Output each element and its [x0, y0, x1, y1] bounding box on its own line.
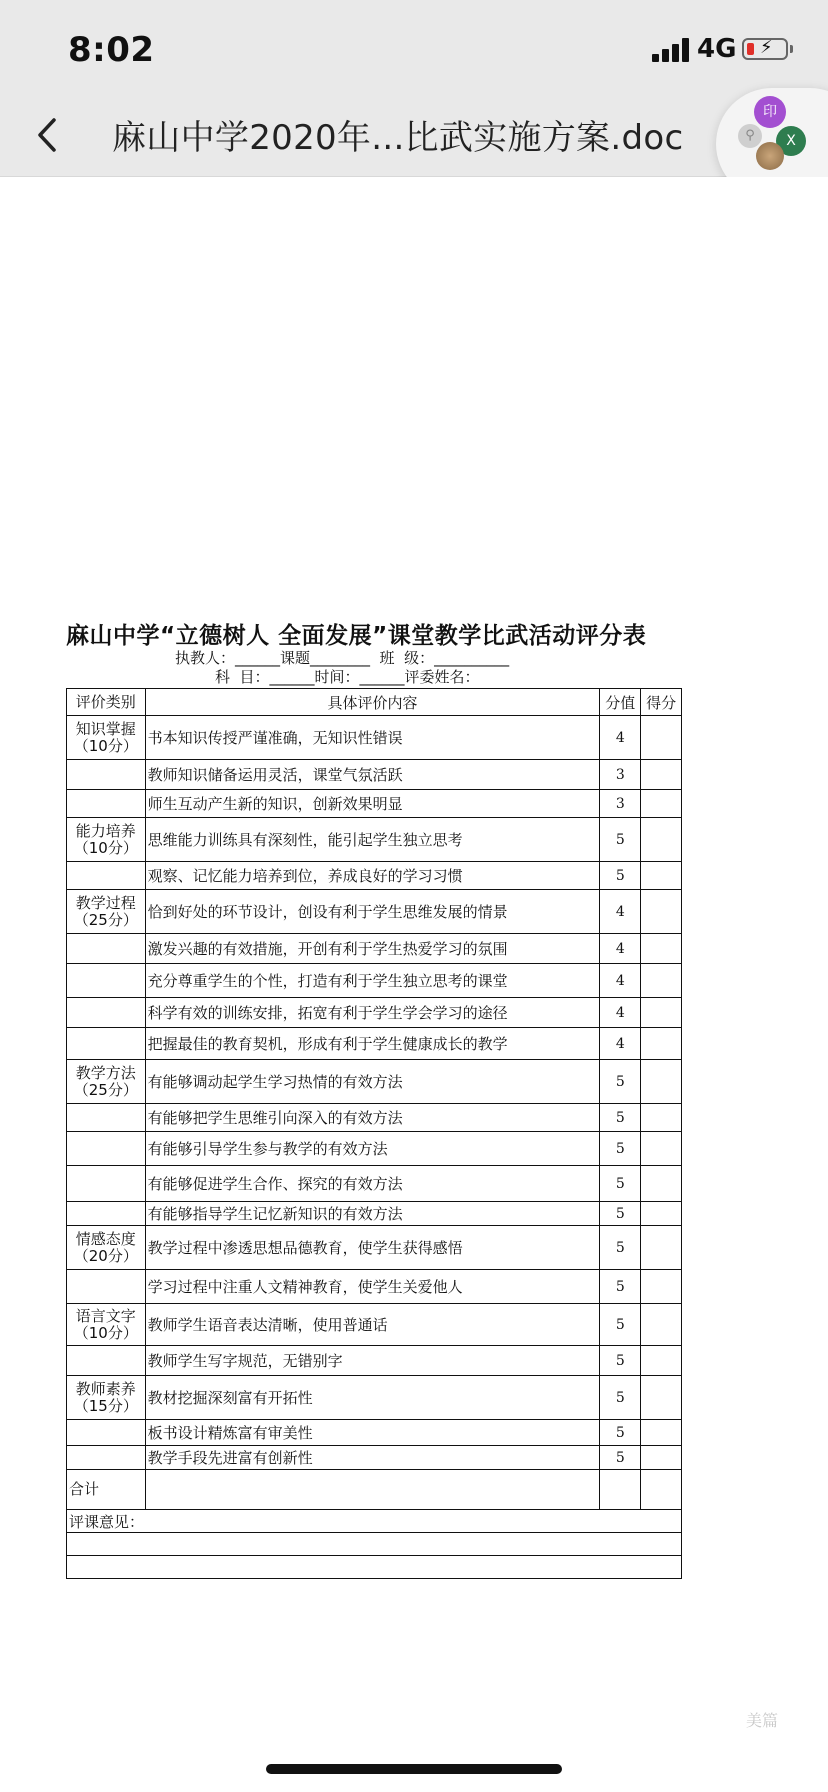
category-cell — [67, 1104, 146, 1132]
home-indicator[interactable] — [266, 1764, 562, 1774]
total-row — [67, 1470, 682, 1510]
max-score: 5 — [600, 1226, 641, 1270]
total-label: 合计 — [67, 1470, 146, 1510]
remarks-blank-row — [67, 1556, 682, 1579]
category-points: （15分） — [73, 1396, 138, 1415]
link-icon[interactable]: ⚲ — [738, 124, 762, 148]
table-row — [67, 1376, 682, 1420]
category-name: 情感态度 — [75, 1229, 136, 1248]
max-score: 5 — [600, 1420, 641, 1446]
max-score: 5 — [600, 818, 641, 862]
max-score: 5 — [600, 1376, 641, 1420]
table-row — [67, 1028, 682, 1060]
score-input-cell — [641, 790, 682, 818]
table-row — [67, 716, 682, 760]
category-name: 能力培养 — [75, 821, 136, 840]
chevron-left-icon — [28, 110, 68, 160]
category-cell — [67, 1304, 146, 1346]
score-input-cell — [641, 998, 682, 1028]
max-score: 3 — [600, 760, 641, 790]
category-points: （10分） — [73, 838, 138, 857]
score-input-cell — [641, 1446, 682, 1470]
category-cell — [67, 1346, 146, 1376]
score-input-cell — [641, 1132, 682, 1166]
max-score: 5 — [600, 1060, 641, 1104]
max-score: 3 — [600, 790, 641, 818]
score-input-cell — [641, 1166, 682, 1202]
category-cell — [67, 1060, 146, 1104]
category-cell — [67, 890, 146, 934]
status-bar — [0, 0, 828, 100]
criterion-text: 教师知识储备运用灵活，课堂气氛活跃 — [145, 760, 600, 790]
category-cell — [67, 1226, 146, 1270]
avatar[interactable] — [756, 142, 784, 170]
header-value: 分值 — [600, 689, 641, 716]
battery-cap — [790, 45, 793, 53]
table-row — [67, 934, 682, 964]
category-points: （10分） — [73, 736, 138, 755]
header-content: 具体评价内容 — [145, 689, 600, 716]
score-input-cell — [641, 862, 682, 890]
header-category: 评价类别 — [67, 689, 146, 716]
total-content-cell — [145, 1470, 600, 1510]
category-name: 教学过程 — [75, 893, 136, 912]
category-cell — [67, 998, 146, 1028]
criterion-text: 充分尊重学生的个性，打造有利于学生独立思考的课堂 — [145, 964, 600, 998]
criterion-text: 有能够指导学生记忆新知识的有效方法 — [145, 1202, 600, 1226]
table-row — [67, 1166, 682, 1202]
score-input-cell — [641, 1028, 682, 1060]
score-input-cell — [641, 1104, 682, 1132]
header-score: 得分 — [641, 689, 682, 716]
max-score: 5 — [600, 1166, 641, 1202]
category-cell — [67, 1270, 146, 1304]
max-score: 5 — [600, 1202, 641, 1226]
max-score: 5 — [600, 862, 641, 890]
criterion-text: 教材挖掘深刻富有开拓性 — [145, 1376, 600, 1420]
table-row — [67, 1226, 682, 1270]
score-input-cell — [641, 760, 682, 790]
max-score: 5 — [600, 1346, 641, 1376]
score-input-cell — [641, 1420, 682, 1446]
category-cell — [67, 1132, 146, 1166]
criterion-text: 有能够把学生思维引向深入的有效方法 — [145, 1104, 600, 1132]
category-cell — [67, 934, 146, 964]
score-input-cell — [641, 890, 682, 934]
score-input-cell — [641, 1226, 682, 1270]
remarks-label: 评课意见： — [67, 1510, 682, 1533]
table-row — [67, 1446, 682, 1470]
max-score: 4 — [600, 716, 641, 760]
table-row — [67, 862, 682, 890]
remarks-blank-cell — [67, 1556, 682, 1579]
remarks-blank-row — [67, 1533, 682, 1556]
table-row — [67, 1202, 682, 1226]
category-cell — [67, 1166, 146, 1202]
table-row — [67, 890, 682, 934]
category-points: （20分） — [73, 1246, 138, 1265]
max-score: 5 — [600, 1304, 641, 1346]
table-row — [67, 1132, 682, 1166]
score-input-cell — [641, 1202, 682, 1226]
max-score: 4 — [600, 1028, 641, 1060]
max-score: 4 — [600, 934, 641, 964]
score-input-cell — [641, 1270, 682, 1304]
score-input-cell — [641, 934, 682, 964]
signal-icon — [652, 38, 696, 62]
category-cell — [67, 790, 146, 818]
max-score: 4 — [600, 998, 641, 1028]
max-score: 5 — [600, 1446, 641, 1470]
criterion-text: 板书设计精炼富有审美性 — [145, 1420, 600, 1446]
max-score: 5 — [600, 1104, 641, 1132]
criterion-text: 思维能力训练具有深刻性，能引起学生独立思考 — [145, 818, 600, 862]
category-name: 知识掌握 — [75, 719, 136, 738]
status-time: 8:02 — [68, 30, 155, 70]
document-page — [0, 177, 828, 1792]
criterion-text: 有能够引导学生参与教学的有效方法 — [145, 1132, 600, 1166]
category-name: 语言文字 — [75, 1306, 136, 1325]
watermark-logo: 美篇 — [746, 1711, 779, 1730]
form-meta-line-2: 科 目：______时间：______评委姓名： — [215, 668, 480, 686]
category-cell — [67, 1376, 146, 1420]
max-score: 5 — [600, 1270, 641, 1304]
criterion-text: 把握最佳的教育契机，形成有利于学生健康成长的教学 — [145, 1028, 600, 1060]
criterion-text: 教师学生写字规范，无错别字 — [145, 1346, 600, 1376]
form-meta-line-1: 执教人：______课题________ 班 级：__________ — [175, 649, 510, 667]
table-row — [67, 1060, 682, 1104]
criterion-text: 师生互动产生新的知识，创新效果明显 — [145, 790, 600, 818]
category-cell — [67, 818, 146, 862]
category-points: （25分） — [73, 910, 138, 929]
criterion-text: 学习过程中注重人文精神教育，使学生关爱他人 — [145, 1270, 600, 1304]
back-button[interactable] — [28, 110, 68, 160]
criterion-text: 教学过程中渗透思想品德教育，使学生获得感悟 — [145, 1226, 600, 1270]
max-score: 4 — [600, 890, 641, 934]
form-title: 麻山中学“立德树人 全面发展”课堂教学比武活动评分表 — [66, 623, 647, 649]
max-score: 5 — [600, 1132, 641, 1166]
battery-low-charging-icon: ⚡ — [742, 38, 788, 60]
table-row — [67, 818, 682, 862]
criterion-text: 书本知识传授严谨准确，无知识性错误 — [145, 716, 600, 760]
print-app-icon[interactable]: 印 — [754, 96, 786, 128]
score-input-cell — [641, 1376, 682, 1420]
score-input-cell — [641, 716, 682, 760]
table-row — [67, 790, 682, 818]
excel-app-icon[interactable]: X — [776, 126, 806, 156]
table-row — [67, 1270, 682, 1304]
score-input-cell — [641, 964, 682, 998]
table-row — [67, 964, 682, 998]
table-row — [67, 1304, 682, 1346]
table-row — [67, 1346, 682, 1376]
category-cell — [67, 1202, 146, 1226]
score-input-cell — [641, 1346, 682, 1376]
total-value-cell — [600, 1470, 641, 1510]
remarks-blank-cell — [67, 1533, 682, 1556]
document-title: 麻山中学2020年...比武实施方案.doc — [112, 118, 684, 158]
category-name: 教师素养 — [75, 1379, 136, 1398]
score-input-cell — [641, 1060, 682, 1104]
criterion-text: 观察、记忆能力培养到位，养成良好的学习习惯 — [145, 862, 600, 890]
remarks-row — [67, 1510, 682, 1533]
network-type: 4G — [697, 34, 737, 64]
category-points: （10分） — [73, 1323, 138, 1342]
criterion-text: 激发兴趣的有效措施，开创有利于学生热爱学习的氛围 — [145, 934, 600, 964]
category-cell — [67, 862, 146, 890]
table-row — [67, 760, 682, 790]
category-cell — [67, 716, 146, 760]
score-input-cell — [641, 1304, 682, 1346]
nav-bar — [0, 100, 828, 177]
total-score-cell — [641, 1470, 682, 1510]
criterion-text: 恰到好处的环节设计，创设有利于学生思维发展的情景 — [145, 890, 600, 934]
category-cell — [67, 1446, 146, 1470]
criterion-text: 有能够促进学生合作、探究的有效方法 — [145, 1166, 600, 1202]
category-name: 教学方法 — [75, 1063, 136, 1082]
score-input-cell — [641, 818, 682, 862]
scoring-table — [66, 688, 682, 1579]
category-cell — [67, 1028, 146, 1060]
criterion-text: 科学有效的训练安排，拓宽有利于学生学会学习的途径 — [145, 998, 600, 1028]
criterion-text: 教学手段先进富有创新性 — [145, 1446, 600, 1470]
category-points: （25分） — [73, 1080, 138, 1099]
table-header-row — [67, 689, 682, 716]
category-cell — [67, 1420, 146, 1446]
table-row — [67, 998, 682, 1028]
category-cell — [67, 760, 146, 790]
criterion-text: 有能够调动起学生学习热情的有效方法 — [145, 1060, 600, 1104]
category-cell — [67, 964, 146, 998]
table-row — [67, 1420, 682, 1446]
criterion-text: 教师学生语音表达清晰，使用普通话 — [145, 1304, 600, 1346]
max-score: 4 — [600, 964, 641, 998]
table-row — [67, 1104, 682, 1132]
